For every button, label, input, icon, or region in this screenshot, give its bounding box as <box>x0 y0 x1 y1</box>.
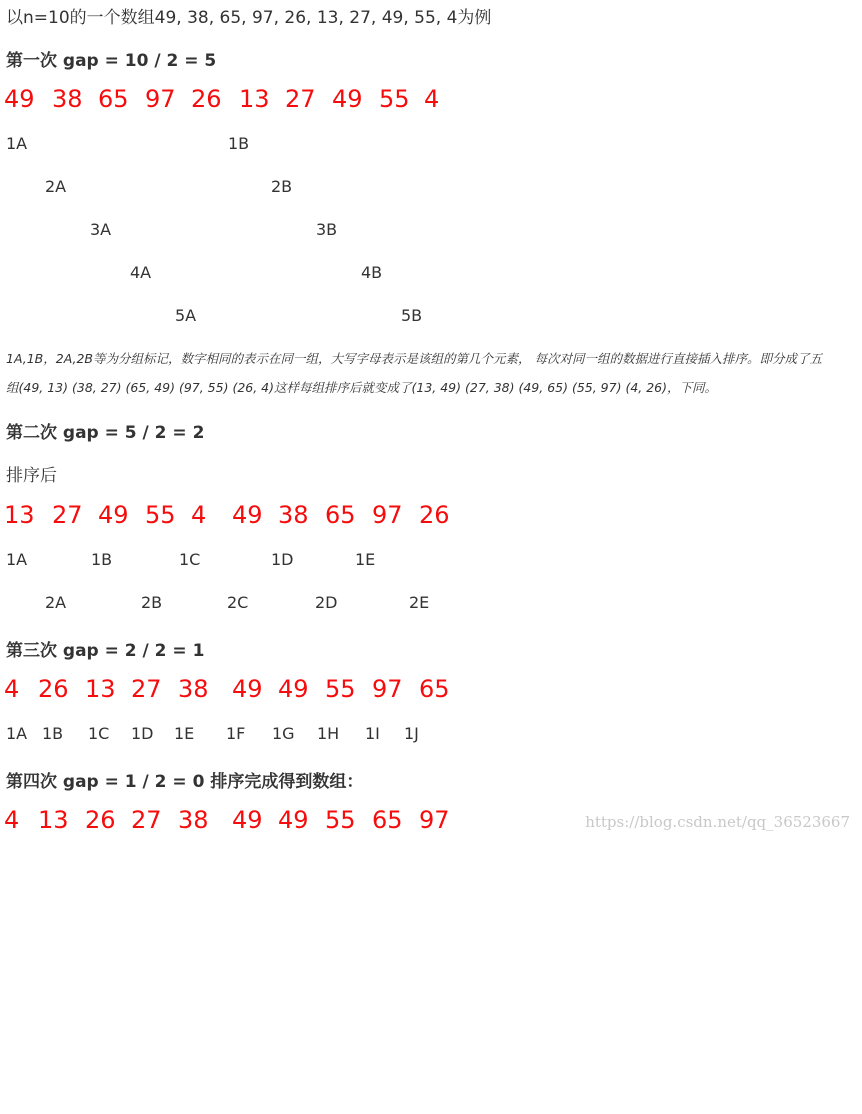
pass1-group-row <box>6 134 856 154</box>
group-label: 1C <box>179 550 201 569</box>
pass4-number: 13 <box>38 806 69 834</box>
group-label: 1H <box>317 724 340 743</box>
pass1-note <box>6 344 858 402</box>
pass4-number: 27 <box>131 806 162 834</box>
pass3-number: 27 <box>131 675 162 703</box>
group-label: 4A <box>130 263 152 282</box>
pass1-number: 49 <box>4 85 35 113</box>
pass1-number: 13 <box>239 85 270 113</box>
group-label: 2C <box>227 593 249 612</box>
group-label: 1C <box>88 724 110 743</box>
watermark: https://blog.csdn.net/qq_36523667 <box>585 813 850 831</box>
group-label: 5A <box>175 306 197 325</box>
group-label: 1A <box>6 724 28 743</box>
pass1-heading: 第一次 gap = 10 / 2 = 5 <box>6 51 217 71</box>
group-label: 4B <box>361 263 383 282</box>
pass3-number: 65 <box>419 675 450 703</box>
pass4-number: 4 <box>4 806 20 834</box>
pass3-number: 38 <box>178 675 209 703</box>
pass2-number: 27 <box>52 501 83 529</box>
pass4-number: 49 <box>232 806 263 834</box>
group-label: 2A <box>45 177 67 196</box>
pass2-number: 97 <box>372 501 403 529</box>
pass2-sorted-label: 排序后 <box>6 466 57 486</box>
note-line: 组(49, 13) (38, 27) (65, 49) (97, 55) (26, 4)这样每组排序后就变成了(13, 49) (27, 38) (49, 65) (55, 97) (4, 26)，下同。 <box>6 380 717 395</box>
group-label: 2B <box>271 177 293 196</box>
pass1-number: 27 <box>285 85 316 113</box>
pass1-group-row <box>6 306 856 326</box>
pass2-number: 55 <box>145 501 176 529</box>
group-label: 1D <box>131 724 154 743</box>
group-label: 1F <box>226 724 246 743</box>
pass4-number: 26 <box>85 806 116 834</box>
pass3-number: 97 <box>372 675 403 703</box>
pass3-heading: 第三次 gap = 2 / 2 = 1 <box>6 641 205 661</box>
group-label: 1B <box>91 550 113 569</box>
note-line: 1A,1B，2A,2B等为分组标记，数字相同的表示在同一组，大写字母表示是该组的第几个元素， 每次对同一组的数据进行直接插入排序。即分成了五 <box>6 351 822 366</box>
pass4-number: 38 <box>178 806 209 834</box>
pass3-number: 49 <box>278 675 309 703</box>
pass2-number: 38 <box>278 501 309 529</box>
pass4-number: 65 <box>372 806 403 834</box>
group-label: 2E <box>409 593 430 612</box>
pass1-number: 55 <box>379 85 410 113</box>
pass4-number: 55 <box>325 806 356 834</box>
group-label: 1E <box>174 724 195 743</box>
pass4-number: 97 <box>419 806 450 834</box>
group-label: 5B <box>401 306 423 325</box>
group-label: 1I <box>365 724 380 743</box>
pass3-number: 13 <box>85 675 116 703</box>
pass1-number: 38 <box>52 85 83 113</box>
pass1-number: 97 <box>145 85 176 113</box>
pass1-group-row <box>6 263 856 283</box>
pass3-label-row <box>6 724 856 744</box>
pass1-number: 65 <box>98 85 129 113</box>
group-label: 1G <box>272 724 295 743</box>
group-label: 1A <box>6 134 28 153</box>
pass2-heading: 第二次 gap = 5 / 2 = 2 <box>6 423 205 443</box>
group-label: 1E <box>355 550 376 569</box>
group-label: 3A <box>90 220 112 239</box>
pass2-number: 49 <box>98 501 129 529</box>
pass2-group-row <box>6 593 856 613</box>
pass3-number: 4 <box>4 675 20 703</box>
pass3-number: 26 <box>38 675 69 703</box>
pass2-number: 65 <box>325 501 356 529</box>
pass1-number: 4 <box>424 85 440 113</box>
pass2-number: 26 <box>419 501 450 529</box>
group-label: 2B <box>141 593 163 612</box>
pass1-number: 49 <box>332 85 363 113</box>
pass1-group-row <box>6 220 856 240</box>
group-label: 3B <box>316 220 338 239</box>
pass2-numbers <box>6 501 856 531</box>
group-label: 1D <box>271 550 294 569</box>
pass2-group-row <box>6 550 856 570</box>
pass3-number: 55 <box>325 675 356 703</box>
pass4-number: 49 <box>278 806 309 834</box>
group-label: 1B <box>42 724 64 743</box>
group-label: 2D <box>315 593 338 612</box>
pass3-number: 49 <box>232 675 263 703</box>
intro-text: 以n=10的一个数组49, 38, 65, 97, 26, 13, 27, 49, 55, 4为例 <box>6 8 492 28</box>
pass1-number: 26 <box>191 85 222 113</box>
group-label: 1A <box>6 550 28 569</box>
pass1-numbers <box>6 85 856 115</box>
pass2-number: 4 <box>191 501 207 529</box>
pass3-numbers <box>6 675 856 705</box>
pass4-heading: 第四次 gap = 1 / 2 = 0 排序完成得到数组： <box>6 772 364 792</box>
pass2-number: 13 <box>4 501 35 529</box>
group-label: 1B <box>228 134 250 153</box>
group-label: 2A <box>45 593 67 612</box>
group-label: 1J <box>404 724 419 743</box>
pass2-number: 49 <box>232 501 263 529</box>
pass1-group-row <box>6 177 856 197</box>
